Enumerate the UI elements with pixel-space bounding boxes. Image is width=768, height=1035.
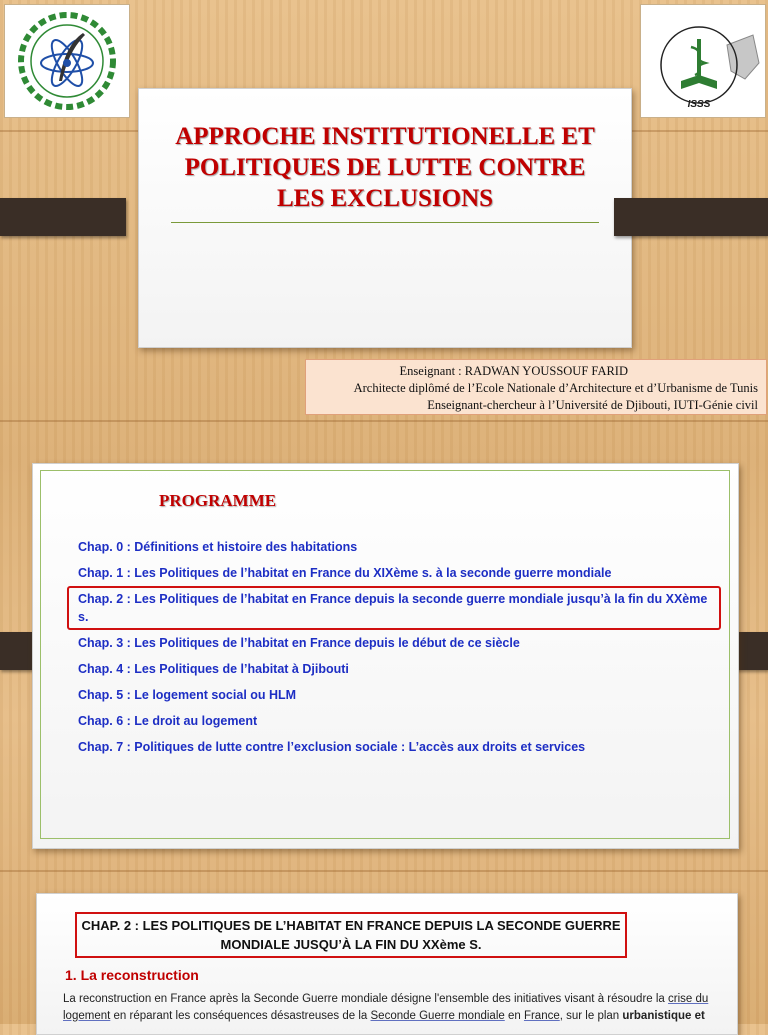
wood-seam [0, 420, 768, 422]
para-text: en [504, 1010, 524, 1022]
laurel-quill-atom-icon [5, 5, 129, 117]
chapter-item[interactable]: Chap. 3 : Les Politiques de l’habitat en France depuis le début de ce siècle [78, 636, 520, 650]
credits-diploma: Architecte diplômé de l’Ecole Nationale d’Architecture et d’Urbanisme de Tunis [353, 381, 758, 395]
programme-title: PROGRAMME [159, 491, 277, 510]
chapter-item[interactable]: Chap. 7 : Politiques de lutte contre l’exclusion sociale : L’accès aux droits et services [78, 740, 586, 754]
programme-slide [32, 463, 739, 849]
institution-logo-left [4, 4, 130, 118]
hanger-bar-right [614, 198, 768, 236]
chapter-item[interactable]: Chap. 4 : Les Politiques de l’habitat à Djibouti [78, 662, 349, 676]
chapter-item[interactable]: Chap. 6 : Le droit au logement [78, 714, 258, 728]
chapter-item[interactable]: Chap. 5 : Le logement social ou HLM [78, 688, 297, 702]
programme-frame [40, 470, 730, 839]
presentation-title: APPROCHE INSTITUTIONELLE ET POLITIQUES DE LUTTE CONTRE LES EXCLUSIONS [175, 123, 595, 212]
para-bold: urbanistique et [622, 1010, 705, 1022]
chapter2-slide [36, 893, 738, 1035]
link-crise-du-logement[interactable]: crise du logement [63, 993, 709, 1022]
para-text: en réparant les conséquences désastreuses de la [110, 1010, 371, 1022]
title-divider [171, 222, 599, 223]
wood-seam [0, 870, 768, 872]
chapter-item[interactable]: Chap. 1 : Les Politiques de l’habitat en France du XIXème s. à la seconde guerre mondiale [78, 566, 612, 580]
chapter-list [69, 534, 709, 760]
author-credits [305, 359, 767, 415]
credits-teacher: Enseignant : RADWAN YOUSSOUF FARID [399, 364, 628, 378]
isss-emblem-icon [641, 5, 765, 117]
credits-affiliation: Enseignant-chercheur à l’Université de Djibouti, IUTI-Génie civil [427, 398, 758, 412]
intro-paragraph [63, 991, 733, 1025]
chapter-item-highlighted[interactable]: Chap. 2 : Les Politiques de l’habitat en France depuis la seconde guerre mondiale jusqu’à la fin du XXème s. [67, 586, 721, 630]
para-text: La reconstruction en France après la Seconde Guerre mondiale désigne l'ensemble des initiatives visant à résoudre la [63, 993, 669, 1005]
section-title: 1. La reconstruction [65, 967, 199, 983]
para-text: , sur le plan [559, 1010, 623, 1022]
link-seconde-guerre-mondiale[interactable]: Seconde Guerre mondiale [370, 1010, 505, 1022]
link-france[interactable]: France [523, 1010, 560, 1022]
title-slide [138, 88, 632, 348]
hanger-bar-left [0, 198, 126, 236]
isss-abbr: ISSS [687, 99, 711, 110]
chapter-item[interactable]: Chap. 0 : Définitions et histoire des habitations [78, 540, 358, 554]
chapter2-heading: CHAP. 2 : LES POLITIQUES DE L’HABITAT EN FRANCE DEPUIS LA SECONDE GUERRE MONDIALE JUSQU’À LA FIN DU XXème S. [75, 912, 627, 958]
isss-logo [640, 4, 766, 118]
